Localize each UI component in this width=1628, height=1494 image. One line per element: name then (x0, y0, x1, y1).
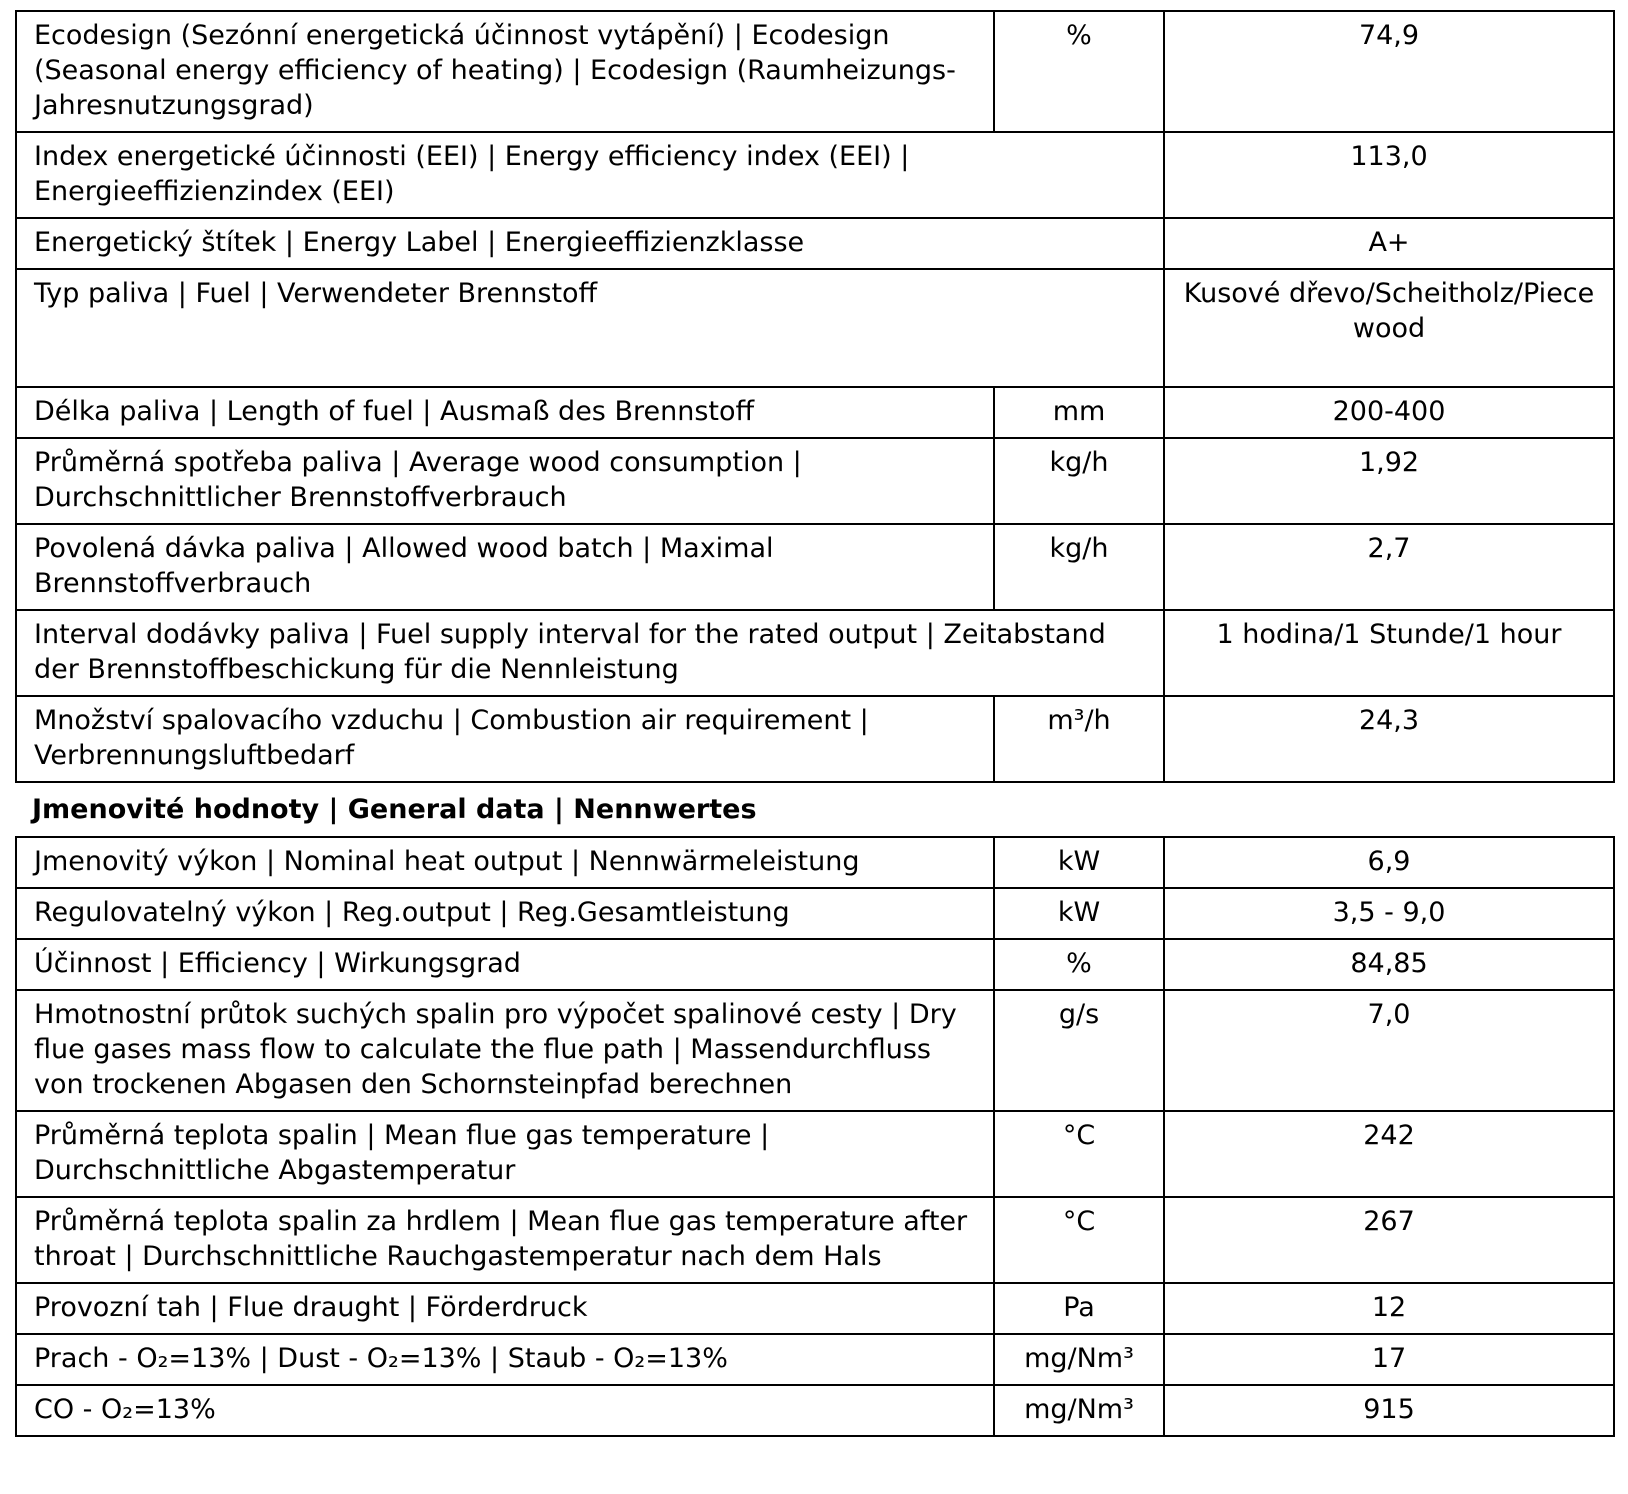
row-value: 17 (1164, 1334, 1614, 1385)
table-row (16, 1334, 1614, 1385)
row-label: Délka paliva | Length of fuel | Ausmaß des Brennstoff (16, 387, 994, 438)
row-value: 200-400 (1164, 387, 1614, 438)
row-unit: °C (994, 1197, 1164, 1283)
row-label: CO - O₂=13% (16, 1385, 994, 1436)
row-unit: kg/h (994, 438, 1164, 524)
row-value: 242 (1164, 1111, 1614, 1197)
row-label: Hmotnostní průtok suchých spalin pro výpočet spalinové cesty | Dry flue gases mass flow to calculate the flue path | Massendurchfluss von trockenen Abgasen den Schornsteinpfad berechnen (16, 990, 994, 1111)
row-unit: mg/Nm³ (994, 1334, 1164, 1385)
spec-sheet (15, 10, 1613, 1437)
row-label: Průměrná spotřeba paliva | Average wood consumption | Durchschnittlicher Brennstoffverbrauch (16, 438, 994, 524)
row-unit: m³/h (994, 696, 1164, 782)
row-label: Účinnost | Efficiency | Wirkungsgrad (16, 939, 994, 990)
table-row (16, 218, 1614, 269)
row-unit: °C (994, 1111, 1164, 1197)
table-row (16, 524, 1614, 610)
table-row (16, 132, 1614, 218)
row-label: Jmenovitý výkon | Nominal heat output | Nennwärmeleistung (16, 837, 994, 888)
row-label: Prach - O₂=13% | Dust - O₂=13% | Staub - O₂=13% (16, 1334, 994, 1385)
row-unit: mg/Nm³ (994, 1385, 1164, 1436)
table-row (16, 11, 1614, 132)
table-row (16, 269, 1614, 387)
row-label: Regulovatelný výkon | Reg.output | Reg.Gesamtleistung (16, 888, 994, 939)
row-value: 74,9 (1164, 11, 1614, 132)
table-row (16, 837, 1614, 888)
table-row (16, 990, 1614, 1111)
row-unit: % (994, 11, 1164, 132)
table-row (16, 1111, 1614, 1197)
row-value: A+ (1164, 218, 1614, 269)
row-value: 6,9 (1164, 837, 1614, 888)
row-value: 12 (1164, 1283, 1614, 1334)
table-row (16, 438, 1614, 524)
table-row (16, 610, 1614, 696)
efficiency-table (15, 10, 1615, 783)
row-unit: kg/h (994, 524, 1164, 610)
section-heading: Jmenovité hodnoty | General data | Nennwertes (32, 794, 757, 825)
table-row (16, 1283, 1614, 1334)
row-label: Průměrná teplota spalin za hrdlem | Mean flue gas temperature after throat | Durchschnittliche Rauchgastemperatur nach dem Hals (16, 1197, 994, 1283)
row-value: 915 (1164, 1385, 1614, 1436)
row-value: 1 hodina/1 Stunde/1 hour (1164, 610, 1614, 696)
table-row (16, 1197, 1614, 1283)
row-label: Typ paliva | Fuel | Verwendeter Brennstoff (16, 269, 1164, 387)
row-value: 1,92 (1164, 438, 1614, 524)
table-row (16, 888, 1614, 939)
row-value: 267 (1164, 1197, 1614, 1283)
table-row (16, 696, 1614, 782)
row-label: Povolená dávka paliva | Allowed wood batch | Maximal Brennstoffverbrauch (16, 524, 994, 610)
row-label: Ecodesign (Sezónní energetická účinnost vytápění) | Ecodesign (Seasonal energy efficiency of heating) | Ecodesign (Raumheizungs-Jahresnutzungsgrad) (16, 11, 994, 132)
row-value: 113,0 (1164, 132, 1614, 218)
row-label: Průměrná teplota spalin | Mean flue gas temperature | Durchschnittliche Abgastemperatur (16, 1111, 994, 1197)
row-value: 7,0 (1164, 990, 1614, 1111)
row-label: Energetický štítek | Energy Label | Energieeffizienzklasse (16, 218, 1164, 269)
row-unit: kW (994, 837, 1164, 888)
row-value: 24,3 (1164, 696, 1614, 782)
general-data-table (15, 836, 1615, 1437)
row-unit: kW (994, 888, 1164, 939)
row-label: Provozní tah | Flue draught | Förderdruck (16, 1283, 994, 1334)
row-unit: mm (994, 387, 1164, 438)
row-value: 3,5 - 9,0 (1164, 888, 1614, 939)
row-label: Interval dodávky paliva | Fuel supply interval for the rated output | Zeitabstand der Brennstoffbeschickung für die Nennleistung (16, 610, 1164, 696)
row-value: 2,7 (1164, 524, 1614, 610)
row-value: Kusové dřevo/Scheitholz/Piece wood (1164, 269, 1614, 387)
row-value: 84,85 (1164, 939, 1614, 990)
row-unit: Pa (994, 1283, 1164, 1334)
table-row (16, 939, 1614, 990)
row-label: Množství spalovacího vzduchu | Combustion air requirement | Verbrennungsluftbedarf (16, 696, 994, 782)
row-unit: % (994, 939, 1164, 990)
row-unit: g/s (994, 990, 1164, 1111)
table-row (16, 1385, 1614, 1436)
row-label: Index energetické účinnosti (EEI) | Energy efficiency index (EEI) | Energieeffizienzindex (EEI) (16, 132, 1164, 218)
table-row (16, 387, 1614, 438)
